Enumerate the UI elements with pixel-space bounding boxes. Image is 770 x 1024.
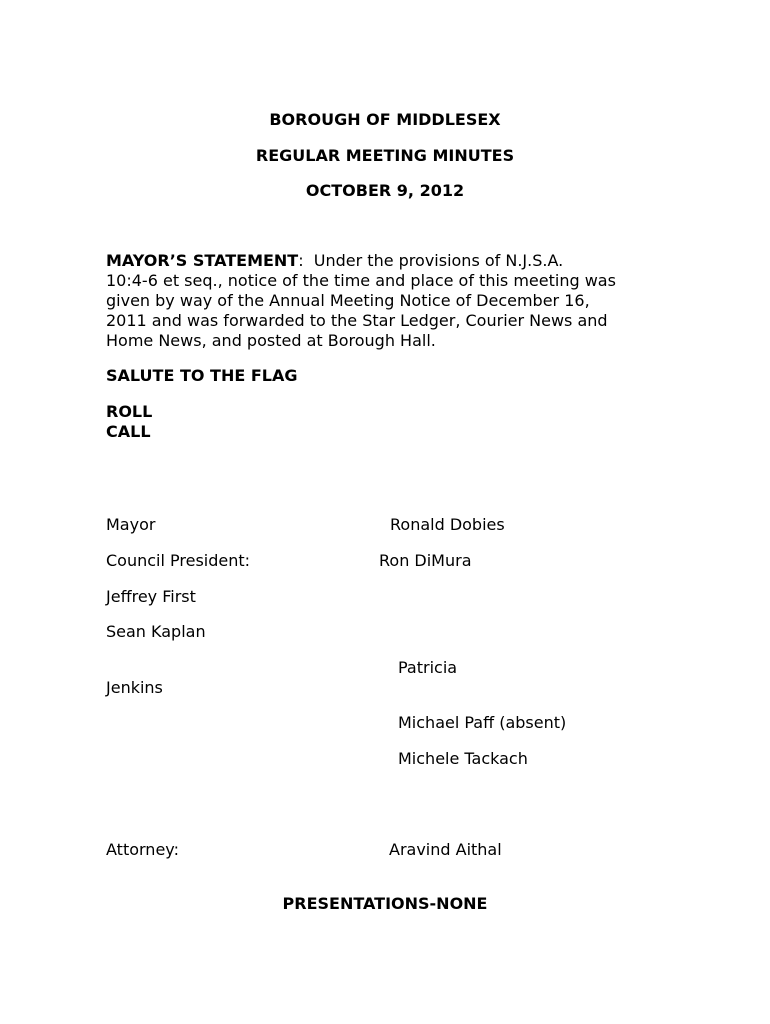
mayor-name: Ronald Dobies	[390, 515, 505, 534]
attorney-name: Aravind Aithal	[389, 840, 502, 859]
mayors-statement-colon: :	[298, 251, 304, 270]
attorney-label: Attorney:	[106, 840, 179, 859]
council-president-name: Ron DiMura	[379, 551, 472, 570]
council-president-label: Council President:	[106, 551, 251, 570]
council-member-patricia: Patricia	[398, 658, 458, 677]
mayors-statement-paragraph	[106, 251, 686, 351]
presentations-heading: PRESENTATIONS-NONE	[282, 894, 488, 913]
salute-to-flag-heading: SALUTE TO THE FLAG	[106, 366, 298, 385]
borough-title: BOROUGH OF MIDDLESEX	[269, 110, 501, 129]
council-member-tackach: Michele Tackach	[398, 749, 528, 768]
mayors-statement-heading: MAYOR’S STATEMENT	[106, 251, 299, 270]
mayors-statement-line-4: 2011 and was forwarded to the Star Ledger, Courier News and	[106, 311, 608, 330]
meeting-type-title: REGULAR MEETING MINUTES	[255, 146, 515, 165]
mayors-statement-line-2: 10:4-6 et seq., notice of the time and place of this meeting was	[106, 271, 616, 290]
roll-call-heading-line-1: ROLL	[106, 402, 153, 421]
meeting-date: OCTOBER 9, 2012	[305, 181, 465, 200]
council-member-jenkins: Jenkins	[106, 678, 163, 697]
council-member-paff: Michael Paff (absent)	[398, 713, 567, 732]
mayor-label: Mayor	[106, 515, 156, 534]
roll-call-heading-line-2: CALL	[106, 422, 151, 441]
council-member-first: Jeffrey First	[106, 587, 196, 606]
mayors-statement-first-line	[106, 251, 686, 271]
mayors-statement-line-1: Under the provisions of N.J.S.A.	[303, 251, 564, 270]
council-member-kaplan: Sean Kaplan	[106, 622, 206, 641]
mayors-statement-line-5: Home News, and posted at Borough Hall.	[106, 331, 436, 350]
mayors-statement-line-3: given by way of the Annual Meeting Notice of December 16,	[106, 291, 590, 310]
